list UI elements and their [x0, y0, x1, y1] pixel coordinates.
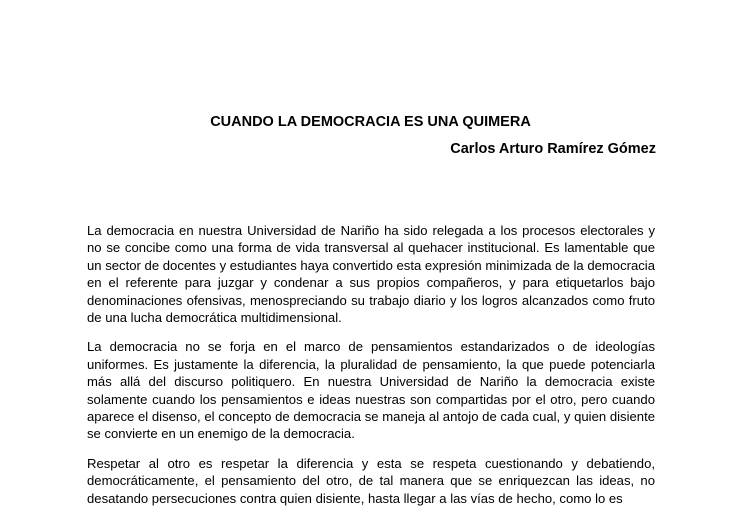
document-title: CUANDO LA DEMOCRACIA ES UNA QUIMERA — [210, 114, 531, 130]
document-body — [87, 222, 655, 519]
paragraph: La democracia no se forja en el marco de pensamientos estandarizados o de ideologías uniformes. Es justamente la diferencia, la pluralidad de pensamiento, la que puede potenciarla más allá del discurso politiquero. En nuestra Universidad de Nariño la democracia existe solamente cuando los pensamientos e ideas nuestras son compartidas por el otro, pero cuando aparece el disenso, el concepto de democracia se maneja al antojo de cada cual, y quien disiente se convierte en un enemigo de la democracia. — [87, 339, 655, 442]
document-author: Carlos Arturo Ramírez Gómez — [450, 141, 656, 157]
paragraph: Respetar al otro es respetar la diferencia y esta se respeta cuestionando y debatiendo, democráticamente, el pensamiento del otro, de tal manera que se enriquezcan las ideas, no desatando persecuciones contra quien disiente, hasta llegar a las vías de hecho, como lo es — [87, 455, 655, 506]
paragraph: La democracia en nuestra Universidad de Nariño ha sido relegada a los procesos electorales y no se concibe como una forma de vida transversal al quehacer institucional. Es lamentable que un sector de docentes y estudiantes haya convertido esta expresión minimizada de la democracia en el referente para juzgar y condenar a sus propios compañeros, y para etiquetarlos bajo denominaciones ofensivas, menospreciando su trabajo diario y los logros alcanzados como fruto de una lucha democrática multidimensional. — [87, 223, 655, 326]
